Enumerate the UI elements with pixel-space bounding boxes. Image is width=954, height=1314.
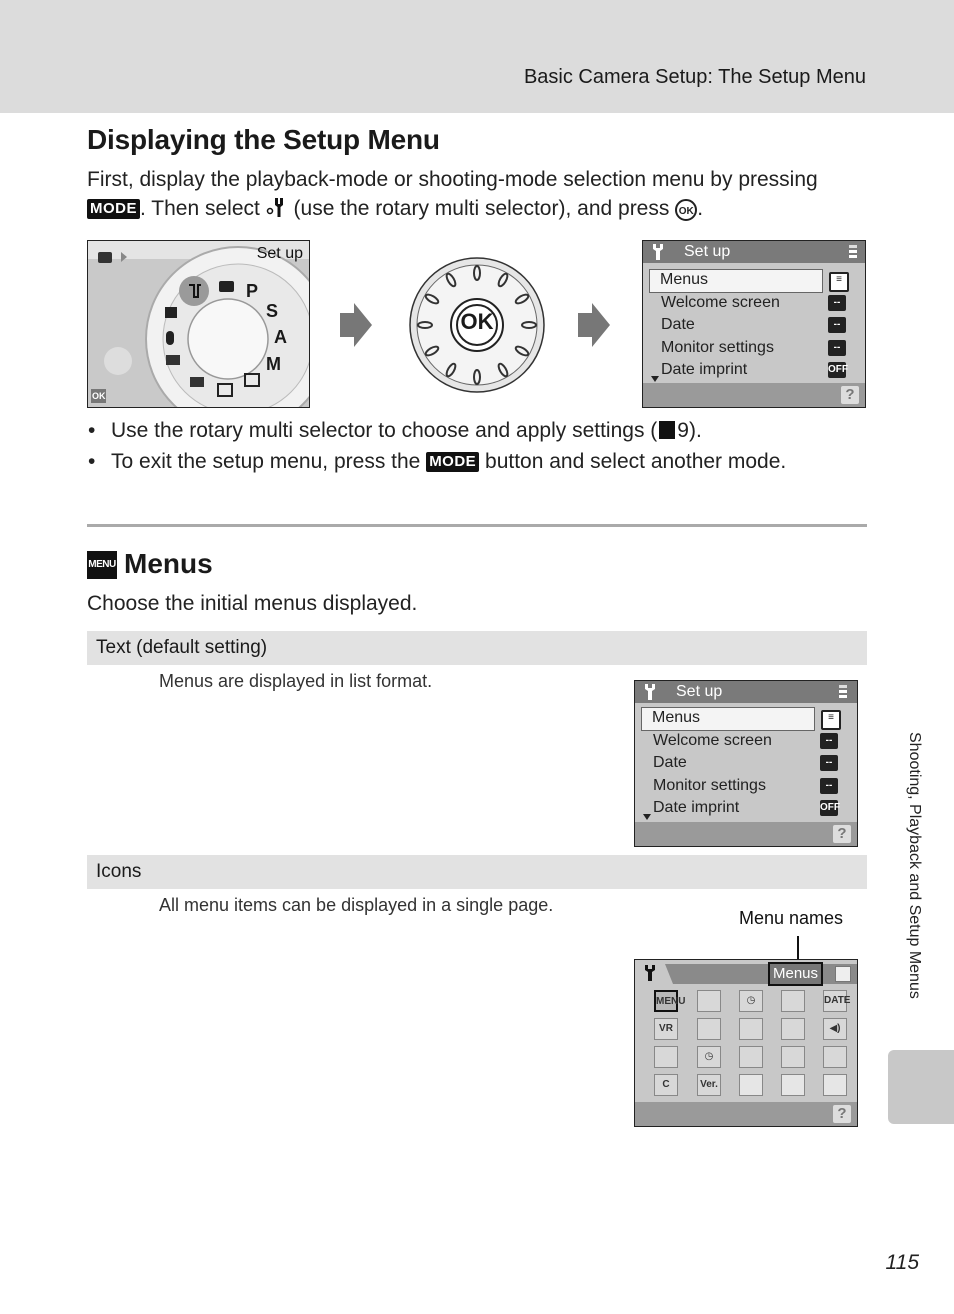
dial-panel-title: Set up [256,245,303,262]
motion-detection-icon[interactable] [697,1018,721,1040]
callout-label: Menu names [739,908,844,928]
setup-screen-titlebar [643,241,865,263]
intro-text-2: . Then select [140,197,260,220]
option-heading: Icons [87,855,867,889]
scroll-indicator-icon [839,685,847,708]
menu-item-label: Menus [652,709,701,726]
digital-zoom-icon[interactable] [781,1018,805,1040]
mode-m-label: M [266,354,281,374]
ok-button-label: OK [460,309,494,334]
monitor-settings-icon[interactable] [781,990,805,1012]
mode-p-label: P [246,281,259,301]
menu-item-label: Welcome screen [653,732,772,749]
video-mode-icon[interactable] [823,1046,847,1068]
af-assist-icon[interactable] [739,1018,763,1040]
running-header: Basic Camera Setup: The Setup Menu [523,66,866,88]
bullet-text: To exit the setup menu, press the [111,450,421,473]
screen-bottom-bar [643,383,865,407]
menu-item-label: Welcome screen [661,294,780,311]
rotary-multi-selector [408,256,546,394]
menu-item-label: Date imprint [661,361,748,378]
menu-item-label: Menus [660,271,709,288]
icon-grid [635,988,857,1102]
setup-screen-title: Set up [676,683,723,700]
mode-dial-screen [87,240,310,408]
help-icon: ? [833,1105,851,1123]
list-format-icon: ≡ [829,272,849,292]
side-tab-label: Shooting, Playback and Setup Menus [906,732,923,999]
mode-a-label: A [274,327,287,347]
bullet-text: ). [688,419,702,442]
format-memory-icon[interactable] [739,1046,763,1068]
menu-item-label: Date [653,754,687,771]
setup-menu-screen-text [634,680,858,847]
intro-text-3: (use the rotary multi selector), and press [293,197,670,220]
empty-slot [739,1074,763,1096]
setup-screen-titlebar [635,681,857,703]
screen-bottom-bar [635,822,857,846]
value-badge: -- [828,295,846,311]
menu-icon: MENU [87,551,117,579]
menu-item-label: Date [661,316,695,333]
selected-menu-name: Menus [768,962,823,986]
setup-menu-screen [642,240,866,408]
section-title: Displaying the Setup Menu [87,124,440,155]
sound-settings-icon[interactable]: ◀) [823,1018,847,1040]
bullet-text: button and select another mode. [485,450,787,473]
bullet-text: Use the rotary multi selector to choose and apply settings ( [111,419,658,442]
auto-off-icon[interactable]: ◷ [697,1046,721,1068]
menu-item-label: Date imprint [653,799,740,816]
arrow-right-icon [578,303,610,352]
menu-item-selected[interactable] [649,269,823,293]
bullet-dot: • [88,419,96,442]
option-description: Menus are displayed in list format. [159,671,433,691]
side-tab [888,1050,954,1124]
value-badge: -- [820,778,838,794]
header-band [0,0,954,113]
value-badge: OFF [820,800,838,816]
empty-slot [823,1074,847,1096]
reset-all-icon[interactable]: C [654,1074,678,1096]
section-divider [87,524,867,527]
menu-item-selected[interactable] [641,707,815,731]
empty-slot [781,1074,805,1096]
date-icon[interactable]: ◷ [739,990,763,1012]
page-number: 115 [885,1251,919,1274]
firmware-version-icon[interactable]: Ver. [697,1074,721,1096]
section-subtitle: Choose the initial menus displayed. [87,592,418,615]
mode-button-icon: MODE [426,452,479,472]
intro-paragraph [87,165,867,223]
page-ref-number: 9 [677,419,689,442]
section-title: Menus [124,548,213,579]
value-badge: OFF [828,362,846,378]
menus-icon[interactable]: MENU [654,990,678,1012]
help-icon: ? [841,386,859,404]
list-format-icon: ≡ [821,710,841,730]
wrench-icon [643,964,657,987]
welcome-screen-icon[interactable] [697,990,721,1012]
value-badge: -- [820,733,838,749]
setup-menu-screen-icons [634,959,858,1127]
screen-bottom-bar [635,1102,857,1126]
grid-view-icon [835,966,851,982]
wrench-icon [651,243,665,268]
menu-item-label: Monitor settings [661,339,774,356]
bullet-dot: • [88,450,96,473]
value-badge: -- [820,755,838,771]
setup-screen-title: Set up [684,243,731,260]
ok-corner-label: OK [92,391,106,401]
mode-button-icon: MODE [87,199,140,219]
menu-item-label: Monitor settings [653,777,766,794]
ok-button-icon: OK [675,199,697,221]
language-icon[interactable] [781,1046,805,1068]
value-badge: -- [828,340,846,356]
option-description: All menu items can be displayed in a single page. [159,895,554,915]
value-badge: -- [828,317,846,333]
option-heading: Text (default setting) [87,631,867,665]
face-priority-icon[interactable] [654,1046,678,1068]
mode-dial-graphic [88,241,309,407]
arrow-right-icon [340,303,372,352]
mode-s-label: S [266,301,279,321]
intro-text-1: First, display the playback-mode or shooting-mode selection menu by pressing [87,168,818,191]
icons-titlebar [635,960,857,988]
help-icon: ? [833,825,851,843]
page-ref-icon [659,421,675,439]
scroll-indicator-icon [849,245,855,259]
wrench-icon [643,683,657,708]
setup-wrench-icon [266,196,288,218]
vr-icon[interactable]: VR [654,1018,678,1040]
intro-text-4: . [697,197,704,220]
date-imprint-icon[interactable]: DATE [823,990,847,1012]
